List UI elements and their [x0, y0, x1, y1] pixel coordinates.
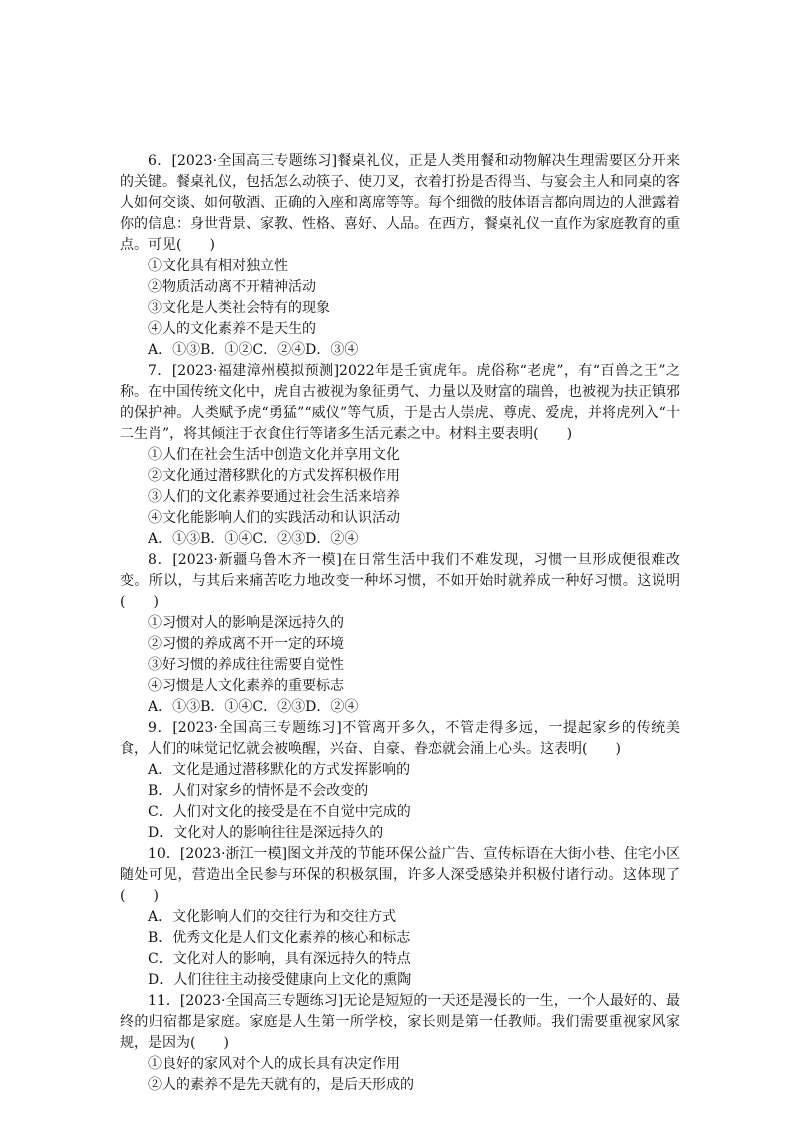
option: ④习惯是人文化素养的重要标志	[148, 678, 344, 694]
option: B．优秀文化是人们文化素养的核心和标志	[148, 930, 411, 946]
option: ②人的素养不是先天就有的，是后天形成的	[148, 1077, 414, 1093]
option: ③人们的文化素养要通过社会生活来培养	[148, 489, 400, 505]
question-stem: 10．[2023·浙江一模]图文并茂的节能环保公益广告、宣传标语在大街小巷、住宅小区随处可见，营造出全民参与环保的积极氛围，许多人深受感染并积极付诸行动。这体现了( )	[120, 846, 680, 904]
option: C．人们对文化的接受是在不自觉中完成的	[148, 804, 411, 820]
question-7	[120, 361, 680, 550]
option: B．人们对家乡的情怀是不会改变的	[148, 783, 369, 799]
question-6	[120, 151, 680, 361]
option: ④人的文化素养不是天生的	[148, 321, 316, 337]
option: ①良好的家风对个人的成长具有决定作用	[148, 1056, 400, 1072]
option: ②习惯的养成离不开一定的环境	[148, 636, 344, 652]
option: ②物质活动离不开精神活动	[148, 279, 316, 295]
question-stem: 11．[2023·全国高三专题练习]无论是短短的一天还是漫长的一生，一个人最好的、最终的归宿都是家庭。家庭是人生第一所学校，家长则是第一任教师。我们需要重视家风家规，是因为( )	[120, 993, 680, 1051]
option: D．人们往往主动接受健康向上文化的熏陶	[148, 972, 412, 988]
option: ②文化通过潜移默化的方式发挥积极作用	[148, 468, 400, 484]
answer-choices: A．①③B．①②C．②④D．③④	[148, 342, 359, 358]
option: ③好习惯的养成往往需要自觉性	[148, 657, 344, 673]
answer-choices: A．①③B．①④C．②③D．②④	[148, 699, 359, 715]
question-10	[120, 844, 680, 991]
option: ①人们在社会生活中创造文化并享用文化	[148, 447, 400, 463]
question-stem: 7．[2023·福建漳州模拟预测]2022年是壬寅虎年。虎俗称“老虎”，有“百兽之王”之称。在中国传统文化中，虎自古被视为象征勇气、力量以及财富的瑞兽，也被视为扶正镇邪的保护神。人类赋予虎“勇猛”“威仪”等气质，于是古人崇虎、尊虎、爱虎，并将虎列入“十二生肖”，将其倾注于衣食住行等诸多生活元素之中。材料主要表明( )	[120, 363, 680, 442]
option: A．文化是通过潜移默化的方式发挥影响的	[148, 762, 411, 778]
option: ①文化具有相对独立性	[148, 258, 288, 274]
question-stem: 8．[2023·新疆乌鲁木齐一模]在日常生活中我们不难发现，习惯一旦形成便很难改变。所以，与其后来痛苦吃力地改变一种坏习惯，不如开始时就养成一种好习惯。这说明( )	[120, 552, 680, 610]
option: A．文化影响人们的交往行为和交往方式	[148, 909, 397, 925]
document-page	[120, 151, 680, 1096]
question-stem: 6．[2023·全国高三专题练习]餐桌礼仪，正是人类用餐和动物解决生理需要区分开来的关键。餐桌礼仪，包括怎么动筷子、使刀叉，衣着打扮是否得当、与宴会主人和同桌的客人如何交谈、如何敬酒、正确的入座和离席等等。每个细微的肢体语言都向周边的人泄露着你的信息：身世背景、家教、性格、喜好、人品。在西方，餐桌礼仪一直作为家庭教育的重点。可见( )	[120, 153, 680, 253]
option: ①习惯对人的影响是深远持久的	[148, 615, 344, 631]
question-8	[120, 550, 680, 718]
option: C．文化对人的影响，具有深远持久的特点	[148, 951, 411, 967]
answer-choices: A．①③B．①④C．②③D．②④	[148, 531, 359, 547]
question-11	[120, 991, 680, 1096]
option: ④文化能影响人们的实践活动和认识活动	[148, 510, 400, 526]
option: ③文化是人类社会特有的现象	[148, 300, 330, 316]
option: D．文化对人的影响往往是深远持久的	[148, 825, 384, 841]
question-stem: 9．[2023·全国高三专题练习]不管离开多久，不管走得多远，一提起家乡的传统美食，人们的味觉记忆就会被唤醒，兴奋、自豪、眷恋就会涌上心头。这表明( )	[120, 720, 680, 757]
question-9	[120, 718, 680, 844]
